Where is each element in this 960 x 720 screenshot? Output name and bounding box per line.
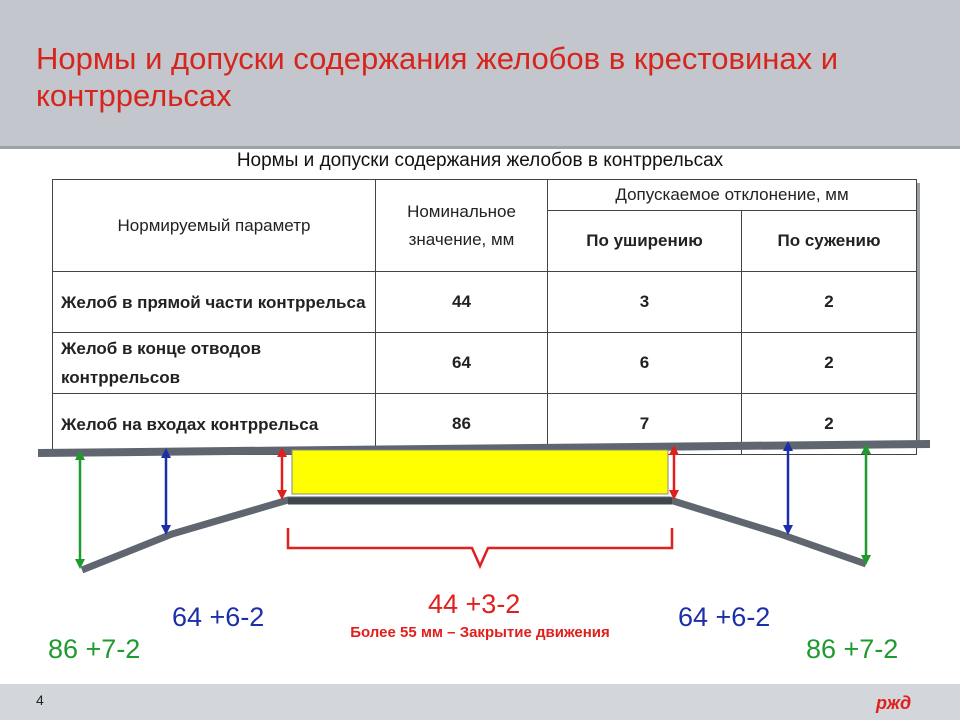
page-number: 4 — [36, 692, 44, 708]
label-left-86: 86 +7-2 — [48, 634, 141, 664]
header-widening: По уширению — [548, 211, 742, 272]
rail-insert — [292, 450, 668, 494]
row-label: Желоб на входах контррельса — [53, 394, 376, 455]
header-nominal: Номинальное значение, мм — [376, 180, 548, 272]
row-narrowing: 2 — [742, 394, 917, 455]
row-widening: 6 — [548, 333, 742, 394]
row-widening: 7 — [548, 394, 742, 455]
header-param: Нормируемый параметр — [53, 180, 376, 272]
footer-band — [0, 684, 960, 720]
label-right-86: 86 +7-2 — [806, 634, 899, 664]
row-label: Желоб в прямой части контррельса — [53, 272, 376, 333]
label-center-44: 44 +3-2 — [428, 589, 521, 619]
row-nominal: 86 — [376, 394, 548, 455]
row-narrowing: 2 — [742, 272, 917, 333]
row-label: Желоб в конце отводов контррельсов — [53, 333, 376, 394]
row-nominal: 44 — [376, 272, 548, 333]
label-left-64: 64 +6-2 — [172, 602, 265, 632]
table-caption: Нормы и допуски содержания желобов в контррельсах — [236, 150, 724, 171]
row-nominal: 64 — [376, 333, 548, 394]
label-right-64: 64 +6-2 — [678, 602, 771, 632]
header-narrowing: По сужению — [742, 211, 917, 272]
rzd-logo-icon — [872, 688, 928, 716]
row-widening: 3 — [548, 272, 742, 333]
header-deviation: Допускаемое отклонение, мм — [548, 180, 917, 211]
svg-text:ржд: ржд — [876, 693, 912, 713]
closure-note: Более 55 мм – Закрытие движения — [350, 624, 610, 641]
row-narrowing: 2 — [742, 333, 917, 394]
straight-part-brace — [288, 528, 672, 566]
check-rail — [82, 500, 866, 570]
slide-title: Нормы и допуски содержания желобов в крестовинах и контррельсах — [36, 41, 839, 113]
